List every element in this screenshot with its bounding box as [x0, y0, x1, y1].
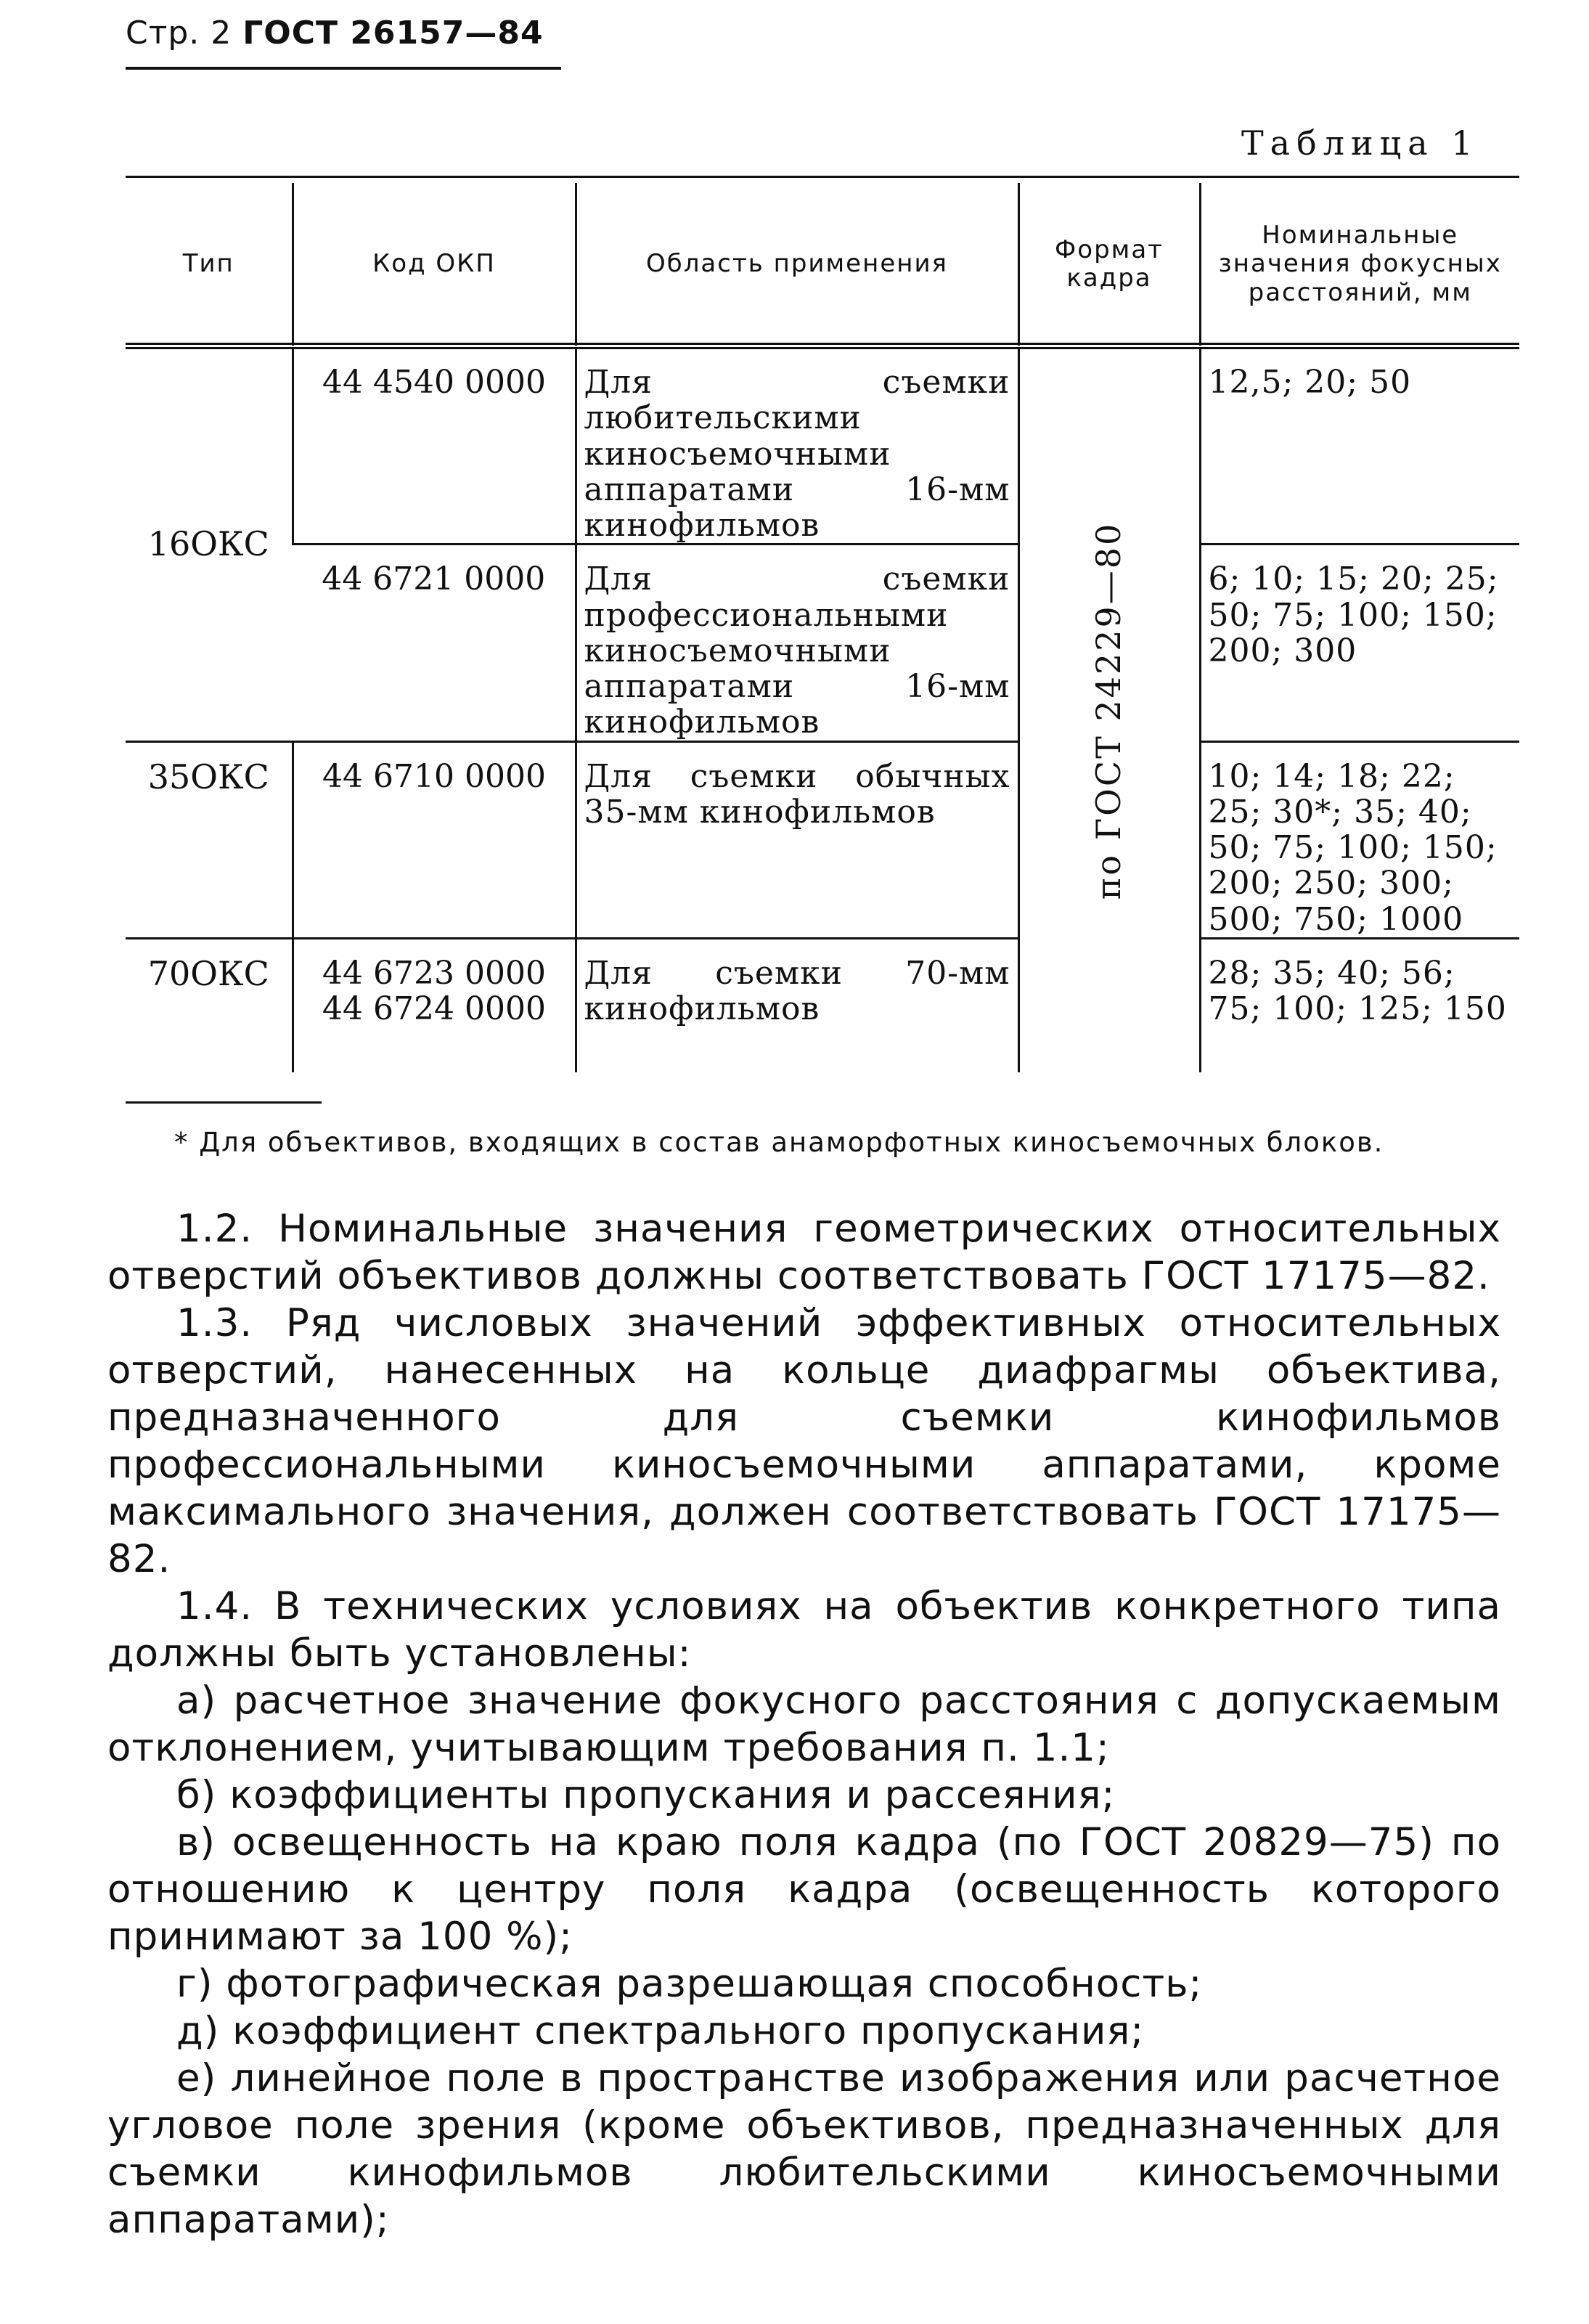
cell-area: Для съемки 70-мм кинофильмов — [576, 938, 1018, 1072]
col-header-code: Код ОКП — [293, 183, 576, 346]
table-row — [126, 545, 1519, 741]
paragraph: в) освещенность на краю поля кадра (по ГОСТ 20829—75) по отношению к центру поля кадра (освещенность которого принимают за 100 %); — [107, 1820, 1501, 1959]
table-top-rule — [126, 176, 1519, 178]
col-header-focal: Номинальные значения фокусных расстояний, мм — [1200, 183, 1519, 346]
cell-code: 44 6710 0000 — [293, 741, 576, 938]
table-row — [126, 938, 1519, 1072]
cell-focal: 10; 14; 18; 22; 25; 30*; 35; 40; 50; 75; 100; 150; 200; 250; 300; 500; 750; 1000 — [1200, 741, 1519, 938]
cell-area: Для съемки профессиональными киносъемочными аппаратами 16-мм кинофильмов — [576, 545, 1018, 741]
paragraph: д) коэффициент спектрального пропускания; — [176, 2009, 1145, 2053]
table-footnote: * Для объективов, входящих в состав анаморфотных киносъемочных блоков. — [174, 1127, 1384, 1158]
table-row — [126, 348, 1519, 545]
footnote-rule — [126, 1101, 322, 1104]
cell-type: 70ОКС — [126, 938, 293, 1072]
cell-code: 44 4540 0000 — [293, 348, 576, 545]
cell-frame-format — [1018, 348, 1200, 1072]
cell-type: 16ОКС — [147, 524, 269, 564]
cell-code — [293, 938, 576, 1072]
cell-focal: 12,5; 20; 50 — [1200, 348, 1519, 545]
page-number: Стр. 2 — [126, 15, 232, 52]
cell-code-line: 44 6724 0000 — [322, 990, 546, 1028]
table-body — [126, 348, 1519, 1072]
col-header-format: Формат кадра — [1018, 183, 1200, 346]
header-rule — [126, 67, 561, 70]
paragraph: б) коэффициенты пропускания и рассеяния; — [176, 1773, 1116, 1817]
cell-type: 35ОКС — [126, 741, 293, 938]
paragraph: 1.4. В технических условиях на объектив конкретного типа должны быть установлены: — [107, 1584, 1501, 1676]
paragraph: е) линейное поле в пространстве изображения или расчетное угловое поле зрения (кроме объективов, предназначенных для съемки кинофильмов любительскими киносъемочными аппаратами); — [107, 2056, 1501, 2242]
table-caption: Таблица 1 — [1241, 123, 1479, 163]
cell-focal: 6; 10; 15; 20; 25; 50; 75; 100; 150; 200; 300 — [1200, 545, 1519, 741]
cell-code: 44 6721 0000 — [293, 545, 576, 741]
cell-focal: 28; 35; 40; 56; 75; 100; 125; 150 — [1200, 938, 1519, 1072]
frame-format-vertical-text: по ГОСТ 24229—80 — [1089, 521, 1129, 900]
header-bottom-rule-1 — [126, 343, 1519, 345]
col-header-area: Область применения — [576, 183, 1018, 346]
paragraph: а) расчетное значение фокусного расстояния с допускаемым отклонением, учитывающим требования п. 1.1; — [107, 1679, 1501, 1770]
body-text — [107, 1205, 1501, 2243]
table-row — [126, 741, 1519, 938]
col-header-type: Тип — [182, 249, 234, 279]
cell-area: Для съемки любительскими киносъемочными аппаратами 16-мм кинофильмов — [576, 348, 1018, 545]
standard-number: ГОСТ 26157—84 — [242, 15, 544, 52]
paragraph: 1.3. Ряд числовых значений эффективных относительных отверстий, нанесенных на кольце диафрагмы объектива, предназначенного для съемки кинофильмов профессиональными киносъемочными аппаратами, кроме максимального значения, должен соответствовать ГОСТ 17175—82. — [107, 1301, 1501, 1581]
cell-area: Для съемки обычных 35-мм кинофильмов — [576, 741, 1018, 938]
paragraph: 1.2. Номинальные значения геометрических относительных отверстий объективов должны соответствовать ГОСТ 17175—82. — [107, 1207, 1501, 1298]
paragraph: г) фотографическая разрешающая способность; — [176, 1962, 1203, 2006]
page-header — [126, 15, 544, 52]
cell-code-line: 44 6723 0000 — [322, 954, 546, 992]
table-header — [126, 183, 1519, 346]
